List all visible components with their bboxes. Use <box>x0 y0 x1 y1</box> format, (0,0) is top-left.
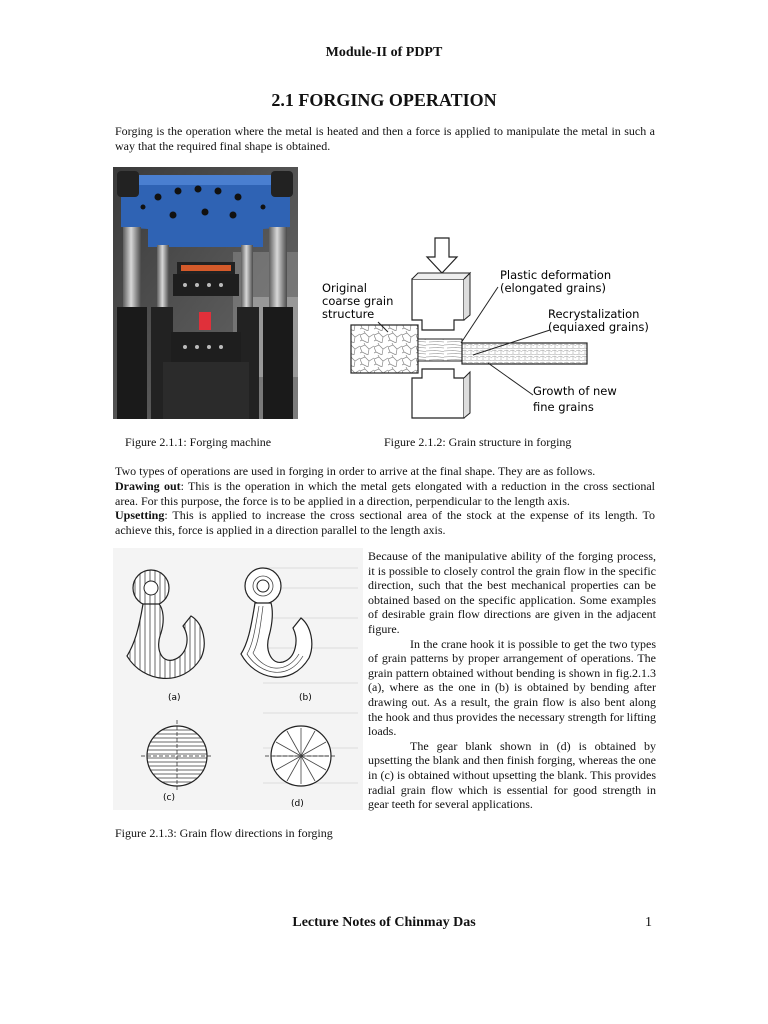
label-growth-new: Growth of new <box>533 384 617 398</box>
figure-caption-3: Figure 2.1.3: Grain flow directions in forging <box>115 826 333 840</box>
operations-intro: Two types of operations are used in forging in order to arrive at the final shape. They are as follows. <box>115 464 596 478</box>
section-title: 2.1 FORGING OPERATION <box>271 90 497 110</box>
label-equiaxed-grains: (equiaxed grains) <box>548 320 649 334</box>
label-c: (c) <box>163 793 175 803</box>
operations-section <box>115 464 655 538</box>
intro-paragraph: Forging is the operation where the metal is heated and then a force is applied to manipulate the metal in such a way that the required final shape is obtained. <box>115 124 655 153</box>
page-header: Module-II of PDPT <box>325 45 443 60</box>
drawing-out-text: : This is the operation in which the metal gets elongated with a reduction in the cross sectional area. For this purpose, the force is to be applied in a direction, perpendicular to the length axis. <box>115 478 655 508</box>
label-structure: structure <box>322 307 375 321</box>
upsetting-term: Upsetting <box>115 508 165 523</box>
grain-flow-paragraph-2: In the crane hook it is possible to get the two types of grain patterns by proper arrangement of operations. The grain pattern obtained without bending is shown in fig.2.1.3 (a), where as the one in (b) is obtained by bending after drawing out. As a result, the grain flow is also bent along the hook and thus provides the necessary strength for lifting loads. <box>368 636 656 739</box>
label-fine-grains: fine grains <box>533 400 594 414</box>
footer-title: Lecture Notes of Chinmay Das <box>292 915 476 930</box>
forging-machine-photo <box>113 167 298 419</box>
grain-flow-figure <box>113 548 363 810</box>
grain-structure-diagram <box>318 235 656 423</box>
label-d: (d) <box>291 799 304 809</box>
label-original: Original <box>322 281 368 295</box>
label-plastic-deformation: Plastic deformation <box>500 268 612 282</box>
upsetting-paragraph <box>115 508 655 538</box>
label-coarse-grain: coarse grain <box>322 294 394 308</box>
right-column-text <box>368 549 656 812</box>
upsetting-text: : This is applied to increase the cross sectional area of the stock at the expense of its length. To achieve this, force is applied in a direction parallel to the length axis. <box>115 508 655 538</box>
figure-caption-1: Figure 2.1.1: Forging machine <box>125 435 272 449</box>
drawing-out-term: Drawing out <box>115 478 181 493</box>
grain-flow-paragraph-1: Because of the manipulative ability of the forging process, it is possible to closely control the grain flow in the specific direction, such that the best mechanical properties can be obtained based on the specific application. Some examples of desirable grain flow directions are given in the adjacent figure. <box>368 549 656 636</box>
label-a: (a) <box>168 693 181 703</box>
label-recrystalization: Recrystalization <box>548 307 640 321</box>
label-elongated-grains: (elongated grains) <box>500 281 607 295</box>
label-b: (b) <box>299 693 312 703</box>
page-number: 1 <box>645 915 652 930</box>
drawing-out-paragraph <box>115 479 655 509</box>
figure-caption-2: Figure 2.1.2: Grain structure in forging <box>384 435 572 449</box>
grain-flow-paragraph-3: The gear blank shown in (d) is obtained by upsetting the blank and then finish forging, whereas the one in (c) is obtained without upsetting the blank. This provides radial grain flow which is essential for good strength in gear teeth for several applications. <box>368 738 656 812</box>
